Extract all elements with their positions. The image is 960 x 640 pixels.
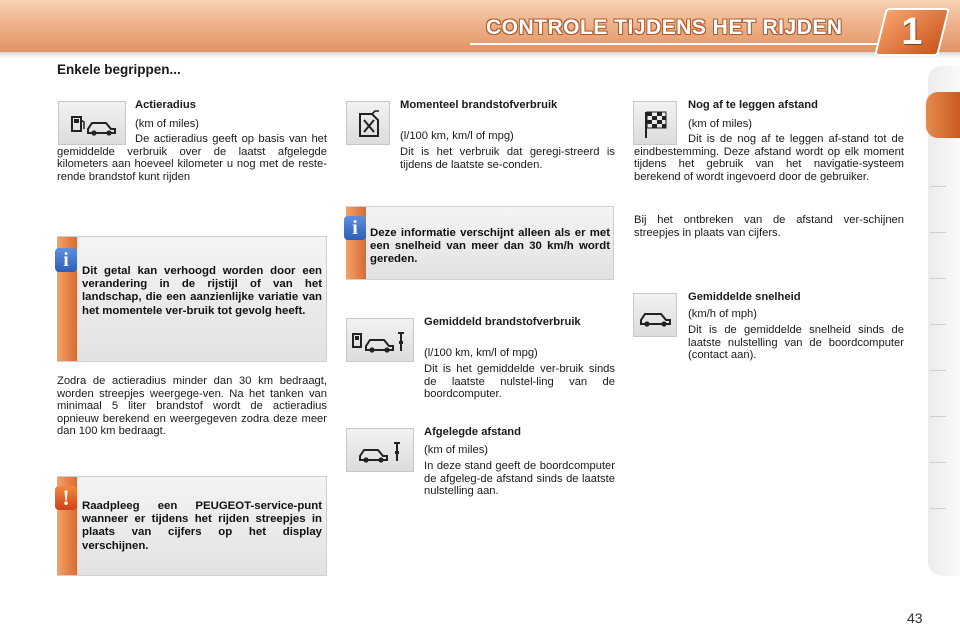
gemiddelde-snelheid-text: Dit is de gemiddelde snelheid sinds de laatste nulstelling van de boordcomputer (contact aan). bbox=[688, 324, 904, 361]
momenteel-label: Momenteel brandstofverbruik bbox=[400, 99, 558, 111]
page-title: CONTROLE TIJDENS HET RIJDEN bbox=[486, 16, 843, 39]
nog-af-te-leggen-text-2: Bij het ontbreken van de afstand ver-schijnen streepjes in plaats van cijfers. bbox=[634, 214, 904, 239]
momenteel-text: Dit is het verbruik dat geregi-streerd is tijdens de laatste se-conden. bbox=[400, 146, 615, 171]
actieradius-label: Actieradius bbox=[135, 99, 196, 111]
afgelegde-afstand-text: In deze stand geeft de boordcomputer de afgeleg-de afstand sinds de laatste nulstelling aan. bbox=[424, 460, 615, 497]
page-number: 43 bbox=[907, 610, 923, 626]
afgelegde-afstand-label: Afgelegde afstand bbox=[424, 426, 521, 438]
momenteel-unit: (l/100 km, km/l of mpg) bbox=[400, 130, 514, 142]
gemiddeld-verbruik-label: Gemiddeld brandstofverbruik bbox=[424, 316, 581, 328]
nog-af-te-leggen-label: Nog af te leggen afstand bbox=[688, 99, 818, 111]
range-paragraph: Zodra de actieradius minder dan 30 km bedraagt, worden streepjes weergege-ven. Na het tanken van minimaal 5 liter brandstof wordt de actieradius opnieuw berekend en weergegeven zodra deze meer dan 100 km bedraagt. bbox=[57, 375, 327, 437]
chapter-tab-active[interactable] bbox=[926, 92, 960, 138]
warning-icon: ! bbox=[55, 486, 77, 510]
gemiddelde-snelheid-unit: (km/h of mph) bbox=[688, 308, 758, 320]
fuel-car-reset-icon bbox=[346, 318, 414, 362]
tab-divider bbox=[930, 186, 946, 187]
tab-divider bbox=[930, 508, 946, 509]
header-underline bbox=[470, 43, 880, 45]
tab-divider bbox=[930, 462, 946, 463]
warning-note-text: Raadpleeg een PEUGEOT-service-punt wanneer er tijdens het rijden streepjes in plaats van cijfers op het display verschijnen. bbox=[82, 500, 322, 552]
fuel-can-icon bbox=[346, 101, 390, 145]
tab-divider bbox=[930, 370, 946, 371]
chapter-tab-strip bbox=[928, 66, 960, 576]
car-speed-icon bbox=[633, 293, 677, 337]
gemiddeld-verbruik-unit: (l/100 km, km/l of mpg) bbox=[424, 347, 538, 359]
tab-divider bbox=[930, 324, 946, 325]
actieradius-unit: (km of miles) bbox=[135, 118, 200, 130]
header-shadow bbox=[0, 52, 960, 58]
afgelegde-afstand-unit: (km of miles) bbox=[424, 444, 489, 456]
info-note-middle-text: Deze informatie verschijnt alleen als er met een snelheid van meer dan 30 km/h wordt gereden. bbox=[370, 227, 610, 266]
tab-divider bbox=[930, 232, 946, 233]
tab-divider bbox=[930, 416, 946, 417]
info-note-left-text: Dit getal kan verhoogd worden door een verandering in de rijstijl of van het landschap, die een aanzienlijke variatie van het momentele ver-bruik tot gevolg heeft. bbox=[82, 265, 322, 317]
section-title: Enkele begrippen... bbox=[57, 62, 181, 77]
gemiddeld-verbruik-text: Dit is het gemiddelde ver-bruik sinds de laatste nulstel-ling van de boordcomputer. bbox=[424, 363, 615, 400]
car-distance-reset-icon bbox=[346, 428, 414, 472]
tab-divider bbox=[930, 278, 946, 279]
gemiddelde-snelheid-label: Gemiddelde snelheid bbox=[688, 291, 801, 303]
nog-af-te-leggen-text: Dit is de nog af te leggen af-stand tot de eindbestemming. Deze afstand wordt op elk moment tijdens het gebruik van het navigatie-systeem berekend of wordt ingevoerd door de gebruiker. bbox=[634, 133, 904, 183]
info-icon: i bbox=[344, 216, 366, 240]
actieradius-text: De actieradius geeft op basis van het gemiddelde verbruik over de laatst afgelegde kilometers aan hoeveel kilometer u nog met de reste-rende brandstof kunt rijden bbox=[57, 133, 327, 183]
info-icon: i bbox=[55, 248, 77, 272]
chapter-number: 1 bbox=[901, 11, 923, 53]
nog-af-te-leggen-unit: (km of miles) bbox=[688, 118, 753, 130]
